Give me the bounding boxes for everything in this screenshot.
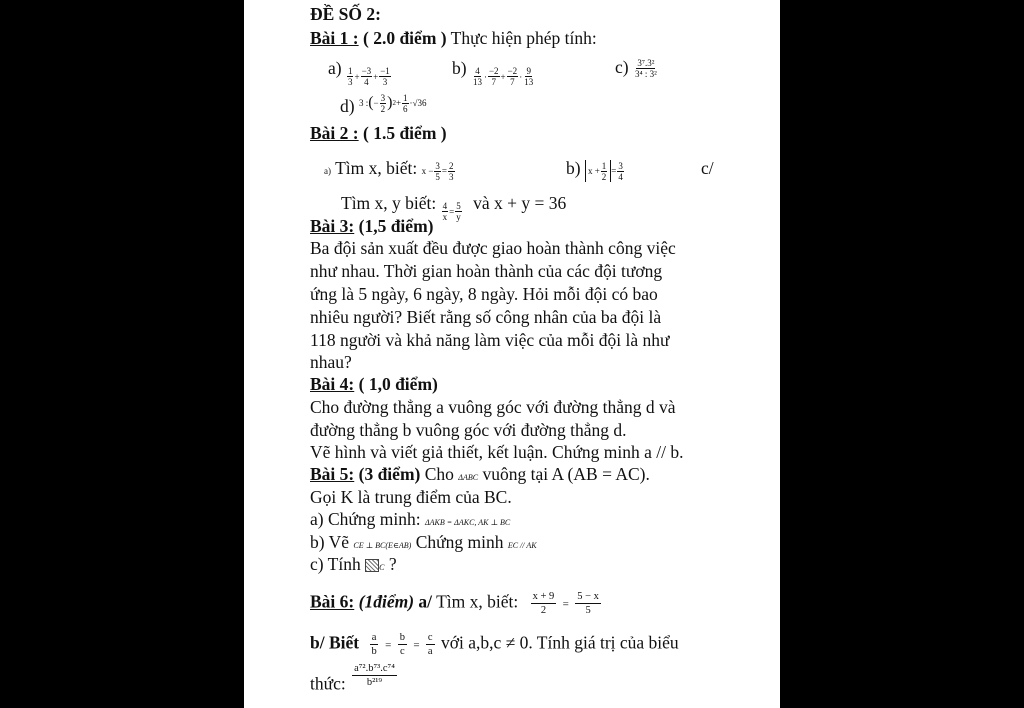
bai4-header [310, 373, 438, 395]
frac-den: 6 [403, 103, 408, 114]
math-text: ·√36 [409, 98, 427, 108]
bai4-points: ( 1,0 điểm) [358, 374, 438, 394]
math-text: x + [587, 166, 600, 176]
bai4-line: Vẽ hình và viết giả thiết, kết luận. Chứng minh a // b. [310, 442, 684, 462]
bai4-line: đường thẳng b vuông góc với đường thẳng d. [310, 420, 627, 440]
bai1-instruction: Thực hiện phép tính: [450, 28, 597, 48]
frac-num: 1 [601, 160, 607, 171]
bai2-c-tail: và x + y = 36 [473, 193, 567, 213]
bai1-c [615, 56, 659, 79]
frac-num: 5 − x [577, 591, 599, 602]
bai3-heading: Bài 3: [310, 216, 355, 236]
bai1-d-expression [359, 92, 427, 114]
paren: ( [368, 94, 374, 111]
bai6-b-text: với a,b,c ≠ 0. Tính giá trị của biểu [440, 632, 679, 653]
frac-num: 3 [435, 160, 440, 171]
frac-num: 1 [403, 92, 408, 103]
operator: · [519, 71, 523, 82]
frac-den: 7 [510, 77, 515, 87]
frac-num: 4 [475, 66, 480, 76]
math-text: 3 : [358, 98, 369, 108]
operator: = [385, 639, 392, 652]
operator: + [500, 71, 506, 82]
exponent: 2 [392, 99, 396, 107]
bai2-a [324, 157, 456, 182]
bai2-a-expression [422, 160, 456, 182]
frac-den: 13 [472, 77, 482, 87]
bai3-line: nhau? [310, 352, 352, 372]
bai5-heading: Bài 5: [310, 464, 355, 484]
bai1-b-expression [471, 66, 535, 88]
bai6-a-text: Tìm x, biết: [436, 591, 519, 612]
frac-num: 3 [380, 92, 386, 103]
bai2-b-label: b) [566, 158, 581, 178]
bai5-c-tail: ? [388, 554, 397, 574]
bai1-a [328, 57, 392, 88]
bai5-line2: Gọi K là trung điểm của BC. [310, 487, 512, 507]
bai2-c-text: Tìm x, y biết: [341, 193, 437, 213]
paren: ) [387, 94, 393, 111]
operator: = [441, 166, 447, 176]
frac-num: a⁷².b⁷³.c⁷⁴ [354, 663, 395, 674]
bai1-header [310, 27, 597, 49]
frac-num: c [427, 632, 433, 643]
bai1-d [340, 92, 427, 120]
bai5-a-text: a) Chứng minh: [310, 509, 421, 529]
frac-num: −1 [380, 66, 390, 76]
bai5-intro2: vuông tại A (AB = AC). [482, 464, 650, 484]
bai1-a-expression [346, 66, 392, 88]
frac-den: 3⁴ : 3² [634, 69, 657, 80]
bai5-b-math2: EC // AK [507, 541, 537, 550]
operator: − [373, 98, 379, 108]
bai1-points: ( 2.0 điểm ) [363, 28, 447, 48]
bai5-c [310, 553, 397, 579]
bai2-points: ( 1.5 điểm ) [363, 123, 447, 143]
frac-den: 2 [380, 103, 386, 114]
frac-den: 7 [491, 77, 496, 87]
operator: + [395, 98, 402, 108]
frac-num: 9 [526, 66, 531, 76]
frac-num: b [399, 632, 405, 643]
frac-num: 5 [456, 201, 461, 211]
bai1-heading: Bài 1 : [310, 28, 359, 48]
frac-den: 3 [382, 77, 388, 87]
bai6-b [310, 631, 679, 658]
frac-num: a [371, 632, 377, 643]
bai2-a-text: Tìm x, biết: [335, 158, 418, 178]
frac-den: x [442, 212, 448, 222]
bai5-triangle: ΔABC [458, 473, 479, 482]
bai2-header [310, 122, 447, 144]
frac-den: 5 [435, 171, 440, 182]
bai5-b-math: CE ⊥ BC(E∈AB) [353, 541, 412, 550]
bai5-points: (3 điểm) [358, 464, 421, 484]
bai2-c-expression [441, 201, 463, 223]
frac-den: 2 [540, 605, 547, 616]
bai2-heading: Bài 2 : [310, 123, 359, 143]
frac-num: −3 [361, 66, 372, 76]
bai5-c-math: C [379, 563, 385, 572]
operator: + [354, 71, 360, 82]
frac-den: 4 [618, 171, 623, 182]
operator: + [373, 71, 379, 82]
operator: · [483, 71, 487, 82]
frac-num: 2 [449, 160, 454, 171]
bai6-a [310, 590, 603, 617]
bai3-points: (1,5 điểm) [358, 216, 434, 236]
bai5-intro: Cho [424, 464, 454, 484]
frac-num: −2 [507, 66, 518, 76]
frac-den: c [399, 646, 405, 657]
bai3-header [310, 215, 433, 237]
frac-num: 1 [347, 66, 353, 76]
bai2-c-label: c/ [701, 158, 714, 178]
frac-num: 3 [618, 160, 623, 171]
frac-den: y [456, 212, 461, 222]
bai1-b [452, 57, 535, 88]
bai4-line: Cho đường thẳng a vuông góc với đường thẳng d và [310, 397, 676, 417]
operator: = [413, 639, 420, 652]
math-text: x − [421, 166, 434, 176]
bai6-c-text: thức: [310, 673, 346, 694]
bai6-points: (1điểm) [358, 591, 415, 612]
frac-den: 5 [585, 605, 591, 616]
operator: = [449, 206, 455, 217]
operator: = [611, 166, 617, 176]
bai3-line: nhiêu người? Biết rằng số công nhân của ba đội là [310, 307, 662, 327]
document-page [244, 0, 780, 708]
exam-title: ĐỀ SỐ 2: [310, 4, 381, 24]
absolute-value [585, 160, 611, 182]
operator: = [562, 598, 569, 611]
frac-num: 4 [442, 201, 448, 211]
bai1-c-label: c) [615, 57, 629, 77]
bai6-c [310, 663, 399, 699]
bai5-b-text2: Chứng minh [415, 532, 504, 552]
broken-image-icon [365, 559, 379, 572]
bai3-line: như nhau. Thời gian hoàn thành của các đội tương [310, 261, 663, 281]
frac-den: 3 [347, 77, 353, 87]
bai3-line: Ba đội sản xuất đều được giao hoàn thành công việc [310, 238, 676, 258]
bai3-line: ứng là 5 ngày, 6 ngày, 8 ngày. Hỏi mỗi đội có bao [310, 284, 658, 304]
frac-num: 3⁷.3² [637, 58, 655, 69]
frac-den: b²¹⁹ [366, 677, 383, 688]
bai3-line: 118 người và khả năng làm việc của mỗi đội là như [310, 330, 670, 350]
frac-den: 2 [601, 171, 607, 182]
bai1-b-label: b) [452, 58, 467, 78]
bai6-heading: Bài 6: [310, 591, 355, 612]
frac-den: 4 [364, 77, 369, 87]
frac-den: a [427, 646, 433, 657]
bai2-a-label: a) [324, 166, 331, 176]
bai6-a-label: a/ [418, 591, 433, 612]
frac-den: b [371, 646, 377, 657]
bai2-b [566, 157, 625, 182]
bai5-a-math: ΔAKB = ΔAKC, AK ⊥ BC [424, 518, 511, 527]
frac-den: 3 [449, 171, 454, 182]
bai6-b-label: b/ Biết [310, 632, 360, 653]
frac-num: −2 [488, 66, 499, 76]
bai4-heading: Bài 4: [310, 374, 355, 394]
frac-den: 13 [524, 77, 534, 87]
bai1-a-label: a) [328, 58, 342, 78]
bai5-b-text: b) Vẽ [310, 532, 350, 552]
bai1-d-label: d) [340, 96, 355, 116]
bai5-c-text: c) Tính [310, 554, 361, 574]
frac-num: x + 9 [532, 591, 555, 602]
bai2-b-expression [585, 160, 625, 182]
